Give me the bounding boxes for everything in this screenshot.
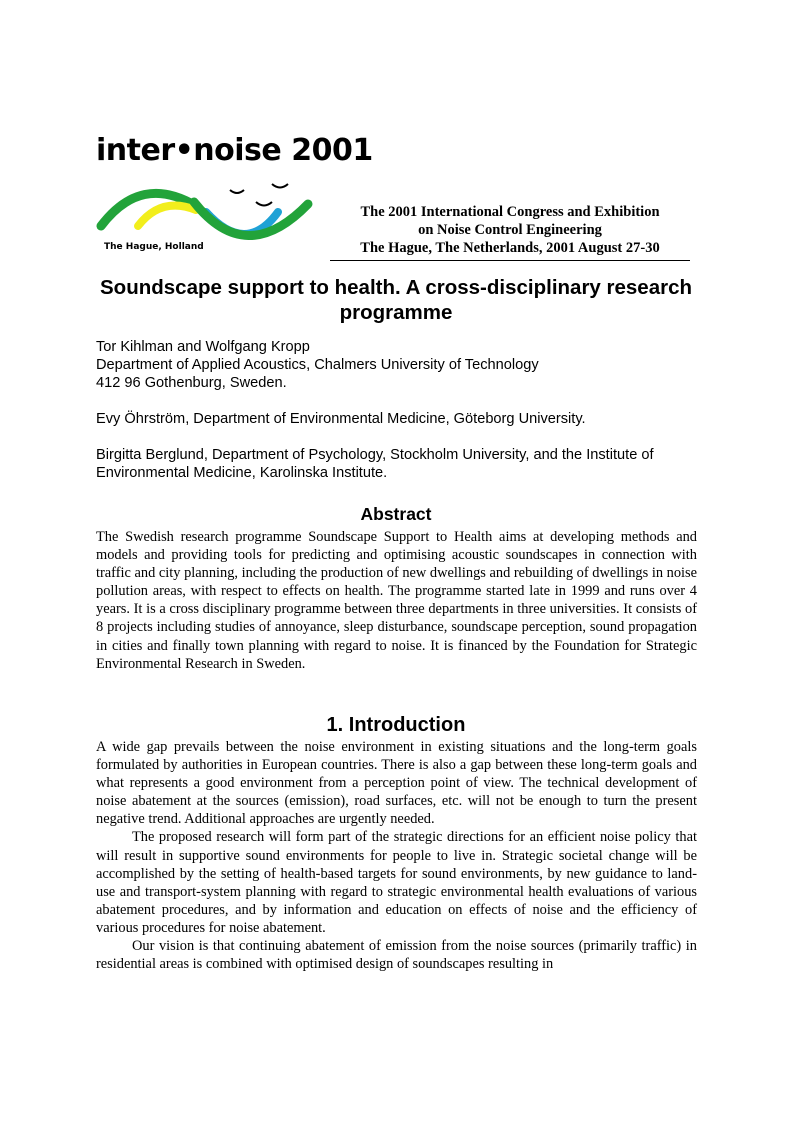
introduction-heading: 1. Introduction [326, 714, 466, 736]
author-affiliation: Department of Applied Acoustics, Chalmers University of Technology [96, 357, 539, 373]
body-paragraph: A wide gap prevails between the noise environment in existing situations and the long-term goals formulated by authorities in European countries. There is also a gap between these long-term goals and what represents a good environment from a perception point of view. The technical development of noise abatement at the sources (emission), road surfaces, etc. will not be enough to turn the present negative trend. Additional approaches are urgently needed. [96, 739, 697, 828]
introduction-text [96, 738, 697, 973]
conference-line: The Hague, The Netherlands, 2001 August 27-30 [360, 240, 660, 256]
paper-title: Soundscape support to health. A cross-disciplinary research programme [100, 276, 692, 324]
sound-wave-logo-graphic [96, 178, 336, 248]
author-entry: Evy Öhrström, Department of Environmental Medicine, Göteborg University. [96, 411, 586, 427]
logo-title: inter•noise 2001 [96, 133, 373, 168]
author-address: 412 96 Gothenburg, Sweden. [96, 375, 287, 391]
body-paragraph: The proposed research will form part of the strategic directions for an efficient noise policy that will result in supportive sound environments for people to live in. Strategic societal change will be accomplished by the setting of health-based targets for sound environments, by new guidance to land-use and transport-system planning with regard to strategic environmental health evaluations of various abatement procedures, and by information and education on effects of noise and the efficiency of various procedures for noise abatement. [96, 829, 697, 936]
logo-place: The Hague, Holland [104, 242, 204, 252]
author-names: Tor Kihlman and Wolfgang Kropp [96, 339, 310, 355]
conference-line: The 2001 International Congress and Exhibition [360, 204, 660, 220]
abstract-paragraph: The Swedish research programme Soundscape Support to Health aims at developing methods and models and providing tools for predicting and optimising acoustic soundscapes in connection with traffic and city planning, including the production of new dwellings and rebuilding of dwellings in noise pollution areas, with respect to effects on health. The programme started late in 1999 and runs over 4 years. It is a cross disciplinary programme between three departments in three universities. It consists of 8 projects including studies of annoyance, sleep disturbance, soundscape perception, sound propagation in cities and finally town planning with regard to noise. It is financed by the Foundation for Strategic Environmental Research in Sweden. [96, 529, 697, 672]
author-block [96, 338, 706, 482]
abstract-text [96, 528, 697, 673]
conference-info [330, 203, 690, 257]
header-rule [330, 260, 690, 261]
abstract-heading: Abstract [360, 504, 432, 524]
body-paragraph: Our vision is that continuing abatement of emission from the noise sources (primarily traffic) in residential areas is combined with optimised design of soundscapes resulting in [96, 938, 697, 973]
conference-line: on Noise Control Engineering [418, 222, 602, 238]
author-entry: Birgitta Berglund, Department of Psychology, Stockholm University, and the Institute of Environmental Medicine, Karolinska Institute. [96, 447, 654, 481]
internoise-logo [96, 128, 373, 258]
